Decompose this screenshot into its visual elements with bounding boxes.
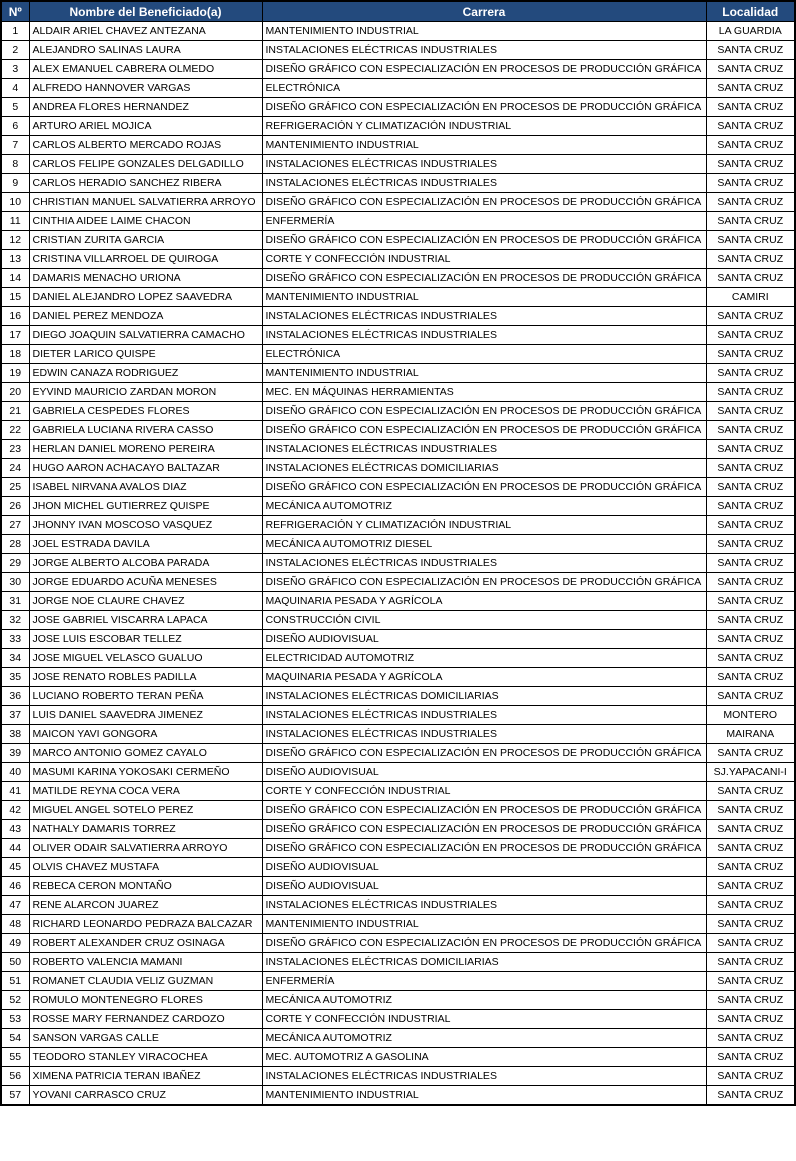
career-cell: REFRIGERACIÓN Y CLIMATIZACIÓN INDUSTRIAL bbox=[262, 516, 706, 535]
table-row bbox=[1, 345, 795, 364]
row-number-cell: 12 bbox=[1, 231, 29, 250]
career-cell: DISEÑO AUDIOVISUAL bbox=[262, 858, 706, 877]
career-cell: INSTALACIONES ELÉCTRICAS INDUSTRIALES bbox=[262, 155, 706, 174]
row-number-cell: 37 bbox=[1, 706, 29, 725]
career-cell: INSTALACIONES ELÉCTRICAS INDUSTRIALES bbox=[262, 554, 706, 573]
career-cell: DISEÑO GRÁFICO CON ESPECIALIZACIÓN EN PROCESOS DE PRODUCCIÓN GRÁFICA bbox=[262, 269, 706, 288]
locality-cell: SANTA CRUZ bbox=[706, 307, 795, 326]
locality-cell: SANTA CRUZ bbox=[706, 136, 795, 155]
beneficiary-name-cell: JOSE LUIS ESCOBAR TELLEZ bbox=[29, 630, 262, 649]
locality-cell: SJ.YAPACANI-I bbox=[706, 763, 795, 782]
table-row bbox=[1, 250, 795, 269]
locality-cell: SANTA CRUZ bbox=[706, 668, 795, 687]
locality-cell: SANTA CRUZ bbox=[706, 991, 795, 1010]
row-number-cell: 20 bbox=[1, 383, 29, 402]
career-cell: CORTE Y CONFECCIÓN INDUSTRIAL bbox=[262, 250, 706, 269]
row-number-cell: 39 bbox=[1, 744, 29, 763]
locality-cell: SANTA CRUZ bbox=[706, 649, 795, 668]
table-row bbox=[1, 535, 795, 554]
row-number-cell: 30 bbox=[1, 573, 29, 592]
table-row bbox=[1, 554, 795, 573]
row-number-cell: 19 bbox=[1, 364, 29, 383]
beneficiary-name-cell: EYVIND MAURICIO ZARDAN MORON bbox=[29, 383, 262, 402]
beneficiary-name-cell: DANIEL ALEJANDRO LOPEZ SAAVEDRA bbox=[29, 288, 262, 307]
table-row bbox=[1, 687, 795, 706]
table-row bbox=[1, 839, 795, 858]
career-cell: ENFERMERÍA bbox=[262, 972, 706, 991]
beneficiary-name-cell: DANIEL PEREZ MENDOZA bbox=[29, 307, 262, 326]
row-number-cell: 7 bbox=[1, 136, 29, 155]
career-cell: DISEÑO GRÁFICO CON ESPECIALIZACIÓN EN PROCESOS DE PRODUCCIÓN GRÁFICA bbox=[262, 820, 706, 839]
table-row bbox=[1, 573, 795, 592]
table-row bbox=[1, 174, 795, 193]
row-number-cell: 6 bbox=[1, 117, 29, 136]
locality-cell: SANTA CRUZ bbox=[706, 231, 795, 250]
career-cell: INSTALACIONES ELÉCTRICAS INDUSTRIALES bbox=[262, 896, 706, 915]
locality-cell: SANTA CRUZ bbox=[706, 41, 795, 60]
locality-cell: SANTA CRUZ bbox=[706, 820, 795, 839]
locality-cell: CAMIRI bbox=[706, 288, 795, 307]
table-row bbox=[1, 1029, 795, 1048]
table-row bbox=[1, 801, 795, 820]
career-cell: ELECTRICIDAD AUTOMOTRIZ bbox=[262, 649, 706, 668]
locality-cell: SANTA CRUZ bbox=[706, 326, 795, 345]
row-number-cell: 26 bbox=[1, 497, 29, 516]
table-row bbox=[1, 136, 795, 155]
row-number-cell: 2 bbox=[1, 41, 29, 60]
beneficiary-name-cell: LUCIANO ROBERTO TERAN PEÑA bbox=[29, 687, 262, 706]
locality-cell: SANTA CRUZ bbox=[706, 839, 795, 858]
career-cell: DISEÑO GRÁFICO CON ESPECIALIZACIÓN EN PROCESOS DE PRODUCCIÓN GRÁFICA bbox=[262, 402, 706, 421]
locality-cell: SANTA CRUZ bbox=[706, 60, 795, 79]
beneficiary-name-cell: ROBERT ALEXANDER CRUZ OSINAGA bbox=[29, 934, 262, 953]
header-number: Nº bbox=[1, 1, 29, 22]
header-locality: Localidad bbox=[706, 1, 795, 22]
locality-cell: SANTA CRUZ bbox=[706, 155, 795, 174]
table-row bbox=[1, 953, 795, 972]
locality-cell: SANTA CRUZ bbox=[706, 402, 795, 421]
row-number-cell: 52 bbox=[1, 991, 29, 1010]
table-row bbox=[1, 193, 795, 212]
locality-cell: SANTA CRUZ bbox=[706, 611, 795, 630]
table-row bbox=[1, 459, 795, 478]
row-number-cell: 3 bbox=[1, 60, 29, 79]
row-number-cell: 34 bbox=[1, 649, 29, 668]
beneficiary-name-cell: JOSE MIGUEL VELASCO GUALUO bbox=[29, 649, 262, 668]
career-cell: DISEÑO GRÁFICO CON ESPECIALIZACIÓN EN PROCESOS DE PRODUCCIÓN GRÁFICA bbox=[262, 744, 706, 763]
row-number-cell: 36 bbox=[1, 687, 29, 706]
row-number-cell: 9 bbox=[1, 174, 29, 193]
beneficiary-name-cell: JOSE GABRIEL VISCARRA LAPACA bbox=[29, 611, 262, 630]
table-row bbox=[1, 972, 795, 991]
locality-cell: SANTA CRUZ bbox=[706, 421, 795, 440]
career-cell: MAQUINARIA PESADA Y AGRÍCOLA bbox=[262, 668, 706, 687]
locality-cell: SANTA CRUZ bbox=[706, 915, 795, 934]
row-number-cell: 55 bbox=[1, 1048, 29, 1067]
table-row bbox=[1, 212, 795, 231]
row-number-cell: 23 bbox=[1, 440, 29, 459]
table-row bbox=[1, 155, 795, 174]
beneficiary-name-cell: CARLOS HERADIO SANCHEZ RIBERA bbox=[29, 174, 262, 193]
table-row bbox=[1, 231, 795, 250]
career-cell: MANTENIMIENTO INDUSTRIAL bbox=[262, 22, 706, 41]
row-number-cell: 46 bbox=[1, 877, 29, 896]
career-cell: DISEÑO GRÁFICO CON ESPECIALIZACIÓN EN PROCESOS DE PRODUCCIÓN GRÁFICA bbox=[262, 231, 706, 250]
table-row bbox=[1, 630, 795, 649]
beneficiary-name-cell: DAMARIS MENACHO URIONA bbox=[29, 269, 262, 288]
locality-cell: SANTA CRUZ bbox=[706, 1086, 795, 1106]
row-number-cell: 49 bbox=[1, 934, 29, 953]
row-number-cell: 22 bbox=[1, 421, 29, 440]
locality-cell: SANTA CRUZ bbox=[706, 440, 795, 459]
table-row bbox=[1, 364, 795, 383]
table-row bbox=[1, 763, 795, 782]
beneficiary-name-cell: CARLOS FELIPE GONZALES DELGADILLO bbox=[29, 155, 262, 174]
row-number-cell: 31 bbox=[1, 592, 29, 611]
career-cell: DISEÑO GRÁFICO CON ESPECIALIZACIÓN EN PROCESOS DE PRODUCCIÓN GRÁFICA bbox=[262, 934, 706, 953]
locality-cell: MAIRANA bbox=[706, 725, 795, 744]
table-row bbox=[1, 288, 795, 307]
career-cell: INSTALACIONES ELÉCTRICAS DOMICILIARIAS bbox=[262, 953, 706, 972]
locality-cell: SANTA CRUZ bbox=[706, 953, 795, 972]
career-cell: INSTALACIONES ELÉCTRICAS INDUSTRIALES bbox=[262, 326, 706, 345]
locality-cell: SANTA CRUZ bbox=[706, 516, 795, 535]
beneficiary-name-cell: RENE ALARCON JUAREZ bbox=[29, 896, 262, 915]
beneficiary-name-cell: DIEGO JOAQUIN SALVATIERRA CAMACHO bbox=[29, 326, 262, 345]
table-row bbox=[1, 478, 795, 497]
locality-cell: SANTA CRUZ bbox=[706, 269, 795, 288]
beneficiary-name-cell: GABRIELA LUCIANA RIVERA CASSO bbox=[29, 421, 262, 440]
career-cell: MANTENIMIENTO INDUSTRIAL bbox=[262, 1086, 706, 1106]
beneficiary-name-cell: HERLAN DANIEL MORENO PEREIRA bbox=[29, 440, 262, 459]
locality-cell: SANTA CRUZ bbox=[706, 934, 795, 953]
locality-cell: SANTA CRUZ bbox=[706, 1010, 795, 1029]
table-row bbox=[1, 934, 795, 953]
locality-cell: MONTERO bbox=[706, 706, 795, 725]
row-number-cell: 1 bbox=[1, 22, 29, 41]
beneficiary-name-cell: ROMULO MONTENEGRO FLORES bbox=[29, 991, 262, 1010]
locality-cell: SANTA CRUZ bbox=[706, 174, 795, 193]
beneficiary-name-cell: ALEX EMANUEL CABRERA OLMEDO bbox=[29, 60, 262, 79]
beneficiary-name-cell: JHON MICHEL GUTIERREZ QUISPE bbox=[29, 497, 262, 516]
table-row bbox=[1, 98, 795, 117]
career-cell: DISEÑO AUDIOVISUAL bbox=[262, 763, 706, 782]
table-row bbox=[1, 22, 795, 41]
locality-cell: SANTA CRUZ bbox=[706, 573, 795, 592]
locality-cell: SANTA CRUZ bbox=[706, 79, 795, 98]
row-number-cell: 24 bbox=[1, 459, 29, 478]
beneficiary-name-cell: ALFREDO HANNOVER VARGAS bbox=[29, 79, 262, 98]
career-cell: DISEÑO GRÁFICO CON ESPECIALIZACIÓN EN PROCESOS DE PRODUCCIÓN GRÁFICA bbox=[262, 839, 706, 858]
career-cell: ENFERMERÍA bbox=[262, 212, 706, 231]
career-cell: MEC. EN MÁQUINAS HERRAMIENTAS bbox=[262, 383, 706, 402]
row-number-cell: 56 bbox=[1, 1067, 29, 1086]
locality-cell: SANTA CRUZ bbox=[706, 1029, 795, 1048]
row-number-cell: 29 bbox=[1, 554, 29, 573]
table-row bbox=[1, 1010, 795, 1029]
table-row bbox=[1, 1086, 795, 1106]
table-row bbox=[1, 79, 795, 98]
beneficiary-name-cell: LUIS DANIEL SAAVEDRA JIMENEZ bbox=[29, 706, 262, 725]
locality-cell: SANTA CRUZ bbox=[706, 117, 795, 136]
beneficiary-name-cell: ALEJANDRO SALINAS LAURA bbox=[29, 41, 262, 60]
beneficiary-name-cell: MAICON YAVI GONGORA bbox=[29, 725, 262, 744]
row-number-cell: 18 bbox=[1, 345, 29, 364]
table-row bbox=[1, 649, 795, 668]
career-cell: MECÁNICA AUTOMOTRIZ DIESEL bbox=[262, 535, 706, 554]
career-cell: INSTALACIONES ELÉCTRICAS INDUSTRIALES bbox=[262, 307, 706, 326]
beneficiary-name-cell: JOEL ESTRADA DAVILA bbox=[29, 535, 262, 554]
career-cell: ELECTRÓNICA bbox=[262, 345, 706, 364]
table-row bbox=[1, 991, 795, 1010]
career-cell: MEC. AUTOMOTRIZ A GASOLINA bbox=[262, 1048, 706, 1067]
career-cell: DISEÑO GRÁFICO CON ESPECIALIZACIÓN EN PROCESOS DE PRODUCCIÓN GRÁFICA bbox=[262, 193, 706, 212]
row-number-cell: 14 bbox=[1, 269, 29, 288]
locality-cell: SANTA CRUZ bbox=[706, 630, 795, 649]
header-row bbox=[1, 1, 795, 22]
locality-cell: SANTA CRUZ bbox=[706, 858, 795, 877]
locality-cell: SANTA CRUZ bbox=[706, 193, 795, 212]
table-row bbox=[1, 516, 795, 535]
career-cell: MANTENIMIENTO INDUSTRIAL bbox=[262, 915, 706, 934]
beneficiary-name-cell: MIGUEL ANGEL SOTELO PEREZ bbox=[29, 801, 262, 820]
row-number-cell: 44 bbox=[1, 839, 29, 858]
table-body bbox=[1, 22, 795, 1106]
beneficiary-name-cell: CHRISTIAN MANUEL SALVATIERRA ARROYO bbox=[29, 193, 262, 212]
table-row bbox=[1, 383, 795, 402]
career-cell: INSTALACIONES ELÉCTRICAS INDUSTRIALES bbox=[262, 725, 706, 744]
locality-cell: SANTA CRUZ bbox=[706, 98, 795, 117]
table-row bbox=[1, 1067, 795, 1086]
beneficiary-name-cell: GABRIELA CESPEDES FLORES bbox=[29, 402, 262, 421]
career-cell: ELECTRÓNICA bbox=[262, 79, 706, 98]
career-cell: MECÁNICA AUTOMOTRIZ bbox=[262, 497, 706, 516]
beneficiary-name-cell: CRISTIAN ZURITA GARCIA bbox=[29, 231, 262, 250]
table-row bbox=[1, 782, 795, 801]
locality-cell: SANTA CRUZ bbox=[706, 478, 795, 497]
table-row bbox=[1, 421, 795, 440]
career-cell: DISEÑO GRÁFICO CON ESPECIALIZACIÓN EN PROCESOS DE PRODUCCIÓN GRÁFICA bbox=[262, 573, 706, 592]
beneficiary-name-cell: SANSON VARGAS CALLE bbox=[29, 1029, 262, 1048]
career-cell: INSTALACIONES ELÉCTRICAS DOMICILIARIAS bbox=[262, 687, 706, 706]
career-cell: DISEÑO AUDIOVISUAL bbox=[262, 630, 706, 649]
career-cell: CONSTRUCCIÓN CIVIL bbox=[262, 611, 706, 630]
row-number-cell: 50 bbox=[1, 953, 29, 972]
beneficiary-name-cell: MATILDE REYNA COCA VERA bbox=[29, 782, 262, 801]
table-row bbox=[1, 326, 795, 345]
career-cell: INSTALACIONES ELÉCTRICAS INDUSTRIALES bbox=[262, 1067, 706, 1086]
beneficiary-name-cell: ARTURO ARIEL MOJICA bbox=[29, 117, 262, 136]
beneficiary-name-cell: MARCO ANTONIO GOMEZ CAYALO bbox=[29, 744, 262, 763]
beneficiary-name-cell: MASUMI KARINA YOKOSAKI CERMEÑO bbox=[29, 763, 262, 782]
row-number-cell: 42 bbox=[1, 801, 29, 820]
career-cell: DISEÑO AUDIOVISUAL bbox=[262, 877, 706, 896]
beneficiary-name-cell: ANDREA FLORES HERNANDEZ bbox=[29, 98, 262, 117]
row-number-cell: 4 bbox=[1, 79, 29, 98]
beneficiary-name-cell: EDWIN CANAZA RODRIGUEZ bbox=[29, 364, 262, 383]
locality-cell: SANTA CRUZ bbox=[706, 801, 795, 820]
career-cell: INSTALACIONES ELÉCTRICAS INDUSTRIALES bbox=[262, 174, 706, 193]
career-cell: CORTE Y CONFECCIÓN INDUSTRIAL bbox=[262, 1010, 706, 1029]
locality-cell: SANTA CRUZ bbox=[706, 250, 795, 269]
row-number-cell: 38 bbox=[1, 725, 29, 744]
beneficiary-name-cell: NATHALY DAMARIS TORREZ bbox=[29, 820, 262, 839]
locality-cell: SANTA CRUZ bbox=[706, 877, 795, 896]
career-cell: MANTENIMIENTO INDUSTRIAL bbox=[262, 364, 706, 383]
row-number-cell: 53 bbox=[1, 1010, 29, 1029]
career-cell: INSTALACIONES ELÉCTRICAS INDUSTRIALES bbox=[262, 440, 706, 459]
locality-cell: SANTA CRUZ bbox=[706, 1048, 795, 1067]
beneficiary-name-cell: JORGE EDUARDO ACUÑA MENESES bbox=[29, 573, 262, 592]
locality-cell: SANTA CRUZ bbox=[706, 972, 795, 991]
beneficiary-name-cell: CRISTINA VILLARROEL DE QUIROGA bbox=[29, 250, 262, 269]
row-number-cell: 13 bbox=[1, 250, 29, 269]
career-cell: MECÁNICA AUTOMOTRIZ bbox=[262, 991, 706, 1010]
beneficiary-name-cell: CINTHIA AIDEE LAIME CHACON bbox=[29, 212, 262, 231]
career-cell: DISEÑO GRÁFICO CON ESPECIALIZACIÓN EN PROCESOS DE PRODUCCIÓN GRÁFICA bbox=[262, 801, 706, 820]
row-number-cell: 43 bbox=[1, 820, 29, 839]
career-cell: DISEÑO GRÁFICO CON ESPECIALIZACIÓN EN PROCESOS DE PRODUCCIÓN GRÁFICA bbox=[262, 421, 706, 440]
row-number-cell: 57 bbox=[1, 1086, 29, 1106]
beneficiary-name-cell: JORGE ALBERTO ALCOBA PARADA bbox=[29, 554, 262, 573]
table-row bbox=[1, 706, 795, 725]
beneficiary-name-cell: YOVANI CARRASCO CRUZ bbox=[29, 1086, 262, 1106]
row-number-cell: 35 bbox=[1, 668, 29, 687]
row-number-cell: 11 bbox=[1, 212, 29, 231]
locality-cell: SANTA CRUZ bbox=[706, 345, 795, 364]
beneficiary-name-cell: RICHARD LEONARDO PEDRAZA BALCAZAR bbox=[29, 915, 262, 934]
table-row bbox=[1, 592, 795, 611]
beneficiary-name-cell: OLVIS CHAVEZ MUSTAFA bbox=[29, 858, 262, 877]
table-row bbox=[1, 611, 795, 630]
career-cell: MANTENIMIENTO INDUSTRIAL bbox=[262, 288, 706, 307]
beneficiary-name-cell: DIETER LARICO QUISPE bbox=[29, 345, 262, 364]
row-number-cell: 27 bbox=[1, 516, 29, 535]
beneficiary-name-cell: ISABEL NIRVANA AVALOS DIAZ bbox=[29, 478, 262, 497]
locality-cell: SANTA CRUZ bbox=[706, 592, 795, 611]
row-number-cell: 25 bbox=[1, 478, 29, 497]
career-cell: DISEÑO GRÁFICO CON ESPECIALIZACIÓN EN PROCESOS DE PRODUCCIÓN GRÁFICA bbox=[262, 98, 706, 117]
beneficiary-name-cell: HUGO AARON ACHACAYO BALTAZAR bbox=[29, 459, 262, 478]
beneficiary-name-cell: JOSE RENATO ROBLES PADILLA bbox=[29, 668, 262, 687]
row-number-cell: 54 bbox=[1, 1029, 29, 1048]
table-row bbox=[1, 744, 795, 763]
career-cell: CORTE Y CONFECCIÓN INDUSTRIAL bbox=[262, 782, 706, 801]
table-row bbox=[1, 820, 795, 839]
career-cell: DISEÑO GRÁFICO CON ESPECIALIZACIÓN EN PROCESOS DE PRODUCCIÓN GRÁFICA bbox=[262, 60, 706, 79]
career-cell: DISEÑO GRÁFICO CON ESPECIALIZACIÓN EN PROCESOS DE PRODUCCIÓN GRÁFICA bbox=[262, 478, 706, 497]
table-row bbox=[1, 440, 795, 459]
beneficiary-name-cell: JORGE NOE CLAURE CHAVEZ bbox=[29, 592, 262, 611]
beneficiary-name-cell: JHONNY IVAN MOSCOSO VASQUEZ bbox=[29, 516, 262, 535]
row-number-cell: 48 bbox=[1, 915, 29, 934]
row-number-cell: 32 bbox=[1, 611, 29, 630]
table-row bbox=[1, 117, 795, 136]
locality-cell: SANTA CRUZ bbox=[706, 896, 795, 915]
locality-cell: SANTA CRUZ bbox=[706, 364, 795, 383]
beneficiary-name-cell: ROSSE MARY FERNANDEZ CARDOZO bbox=[29, 1010, 262, 1029]
career-cell: INSTALACIONES ELÉCTRICAS INDUSTRIALES bbox=[262, 41, 706, 60]
locality-cell: SANTA CRUZ bbox=[706, 554, 795, 573]
row-number-cell: 15 bbox=[1, 288, 29, 307]
beneficiary-name-cell: REBECA CERON MONTAÑO bbox=[29, 877, 262, 896]
locality-cell: LA GUARDIA bbox=[706, 22, 795, 41]
table-row bbox=[1, 497, 795, 516]
table-row bbox=[1, 402, 795, 421]
career-cell: MECÁNICA AUTOMOTRIZ bbox=[262, 1029, 706, 1048]
career-cell: REFRIGERACIÓN Y CLIMATIZACIÓN INDUSTRIAL bbox=[262, 117, 706, 136]
row-number-cell: 16 bbox=[1, 307, 29, 326]
locality-cell: SANTA CRUZ bbox=[706, 782, 795, 801]
beneficiary-name-cell: OLIVER ODAIR SALVATIERRA ARROYO bbox=[29, 839, 262, 858]
table-header bbox=[1, 1, 795, 22]
table-row bbox=[1, 877, 795, 896]
beneficiary-name-cell: XIMENA PATRICIA TERAN IBAÑEZ bbox=[29, 1067, 262, 1086]
row-number-cell: 28 bbox=[1, 535, 29, 554]
row-number-cell: 21 bbox=[1, 402, 29, 421]
beneficiary-name-cell: ROBERTO VALENCIA MAMANI bbox=[29, 953, 262, 972]
beneficiary-name-cell: ALDAIR ARIEL CHAVEZ ANTEZANA bbox=[29, 22, 262, 41]
header-name: Nombre del Beneficiado(a) bbox=[29, 1, 262, 22]
locality-cell: SANTA CRUZ bbox=[706, 744, 795, 763]
table-row bbox=[1, 1048, 795, 1067]
beneficiary-name-cell: CARLOS ALBERTO MERCADO ROJAS bbox=[29, 136, 262, 155]
table-row bbox=[1, 269, 795, 288]
row-number-cell: 33 bbox=[1, 630, 29, 649]
table-row bbox=[1, 896, 795, 915]
beneficiary-name-cell: TEODORO STANLEY VIRACOCHEA bbox=[29, 1048, 262, 1067]
table-row bbox=[1, 307, 795, 326]
beneficiary-name-cell: ROMANET CLAUDIA VELIZ GUZMAN bbox=[29, 972, 262, 991]
locality-cell: SANTA CRUZ bbox=[706, 383, 795, 402]
row-number-cell: 17 bbox=[1, 326, 29, 345]
row-number-cell: 51 bbox=[1, 972, 29, 991]
row-number-cell: 47 bbox=[1, 896, 29, 915]
career-cell: MAQUINARIA PESADA Y AGRÍCOLA bbox=[262, 592, 706, 611]
row-number-cell: 8 bbox=[1, 155, 29, 174]
career-cell: INSTALACIONES ELÉCTRICAS INDUSTRIALES bbox=[262, 706, 706, 725]
table-row bbox=[1, 858, 795, 877]
locality-cell: SANTA CRUZ bbox=[706, 212, 795, 231]
career-cell: MANTENIMIENTO INDUSTRIAL bbox=[262, 136, 706, 155]
table-row bbox=[1, 60, 795, 79]
locality-cell: SANTA CRUZ bbox=[706, 687, 795, 706]
career-cell: INSTALACIONES ELÉCTRICAS DOMICILIARIAS bbox=[262, 459, 706, 478]
table-row bbox=[1, 725, 795, 744]
row-number-cell: 40 bbox=[1, 763, 29, 782]
table-row bbox=[1, 915, 795, 934]
locality-cell: SANTA CRUZ bbox=[706, 497, 795, 516]
locality-cell: SANTA CRUZ bbox=[706, 535, 795, 554]
row-number-cell: 41 bbox=[1, 782, 29, 801]
header-career: Carrera bbox=[262, 1, 706, 22]
locality-cell: SANTA CRUZ bbox=[706, 1067, 795, 1086]
row-number-cell: 5 bbox=[1, 98, 29, 117]
table-row bbox=[1, 41, 795, 60]
locality-cell: SANTA CRUZ bbox=[706, 459, 795, 478]
row-number-cell: 45 bbox=[1, 858, 29, 877]
table-row bbox=[1, 668, 795, 687]
row-number-cell: 10 bbox=[1, 193, 29, 212]
